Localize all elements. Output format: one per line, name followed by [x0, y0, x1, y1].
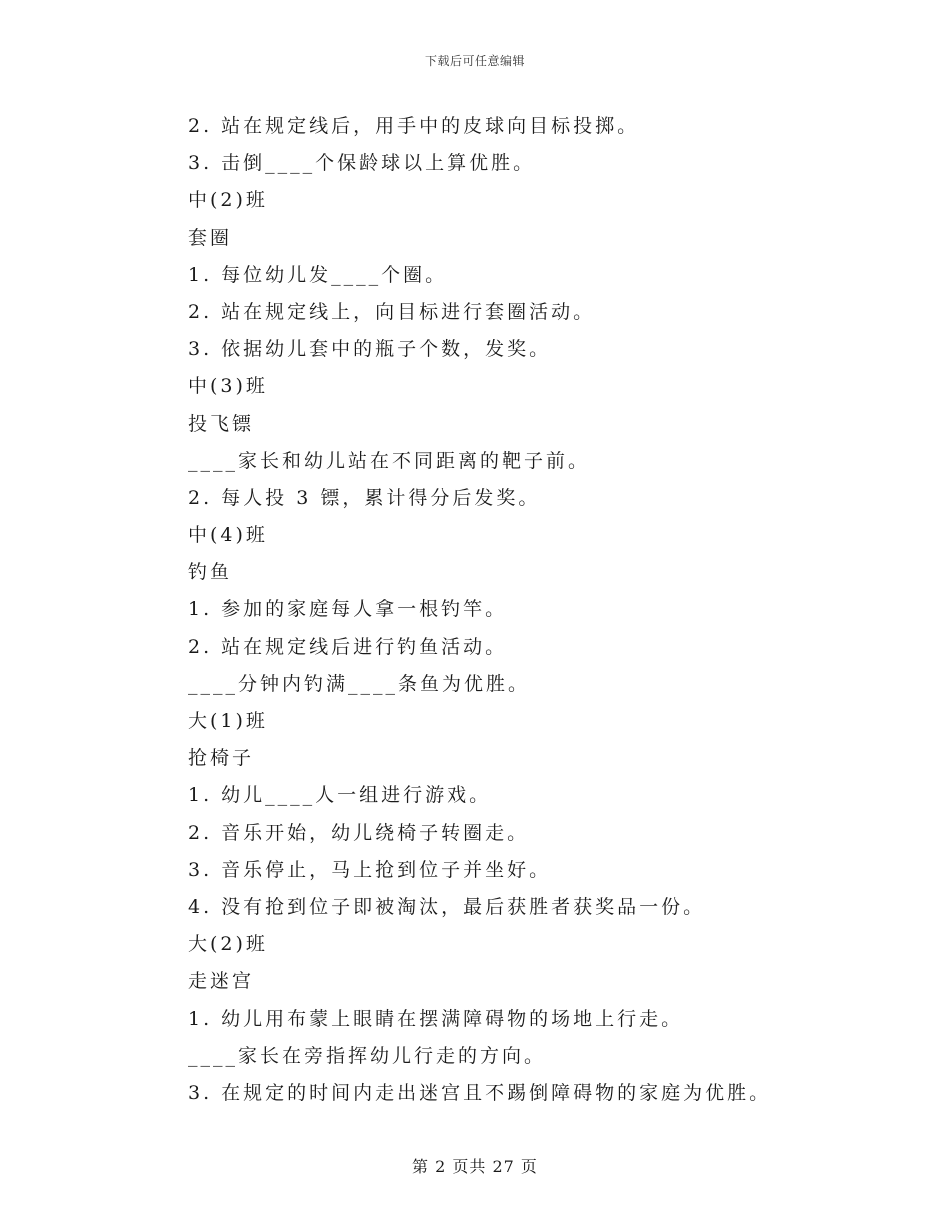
section-game-title: 投飞镖	[188, 412, 255, 435]
section-class-heading: 大(1)班	[188, 710, 268, 732]
body-line: 3. 依据幼儿套中的瓶子个数，发奖。	[188, 338, 552, 361]
body-line: 1. 每位幼儿发____个圈。	[188, 263, 448, 286]
body-line: ____家长和幼儿站在不同距离的靶子前。	[188, 449, 591, 472]
body-line: ____分钟内钓满____条鱼为优胜。	[188, 672, 531, 695]
page-header: 下载后可任意编辑	[424, 54, 525, 68]
body-line: 2. 音乐开始，幼儿绕椅子转圈走。	[188, 821, 530, 844]
section-class-heading: 大(2)班	[188, 933, 268, 956]
body-line: ____家长在旁指挥幼儿行走的方向。	[188, 1044, 547, 1067]
body-line: 2. 每人投 3 镖，累计得分后发奖。	[188, 486, 541, 509]
body-line: 3. 在规定的时间内走出迷宫且不踢倒障碍物的家庭为优胜。	[188, 1081, 772, 1104]
body-line: 2. 站在规定线后进行钓鱼活动。	[188, 635, 508, 658]
section-game-title: 抢椅子	[188, 747, 255, 770]
section-game-title: 套圈	[188, 226, 233, 249]
section-game-title: 走迷宫	[188, 970, 255, 993]
section-class-heading: 中(2)班	[188, 189, 268, 212]
section-class-heading: 中(4)班	[188, 524, 268, 547]
section-game-title: 钓鱼	[188, 561, 233, 584]
page-number-footer: 第 2 页共 27 页	[412, 1157, 538, 1176]
body-line: 1. 幼儿用布蒙上眼睛在摆满障碍物的场地上行走。	[188, 1007, 684, 1030]
section-class-heading: 中(3)班	[188, 375, 268, 398]
body-line: 1. 幼儿____人一组进行游戏。	[188, 784, 492, 807]
body-line: 3. 音乐停止，马上抢到位子并坐好。	[188, 858, 552, 881]
body-line: 1. 参加的家庭每人拿一根钓竿。	[188, 598, 508, 621]
body-line: 2. 站在规定线后，用手中的皮球向目标投掷。	[188, 115, 640, 137]
body-line: 4. 没有抢到位子即被淘汰，最后获胜者获奖品一份。	[188, 895, 706, 918]
body-line: 2. 站在规定线上，向目标进行套圈活动。	[188, 300, 596, 323]
document-body	[188, 108, 828, 1112]
body-line: 3. 击倒____个保龄球以上算优胜。	[188, 152, 536, 175]
